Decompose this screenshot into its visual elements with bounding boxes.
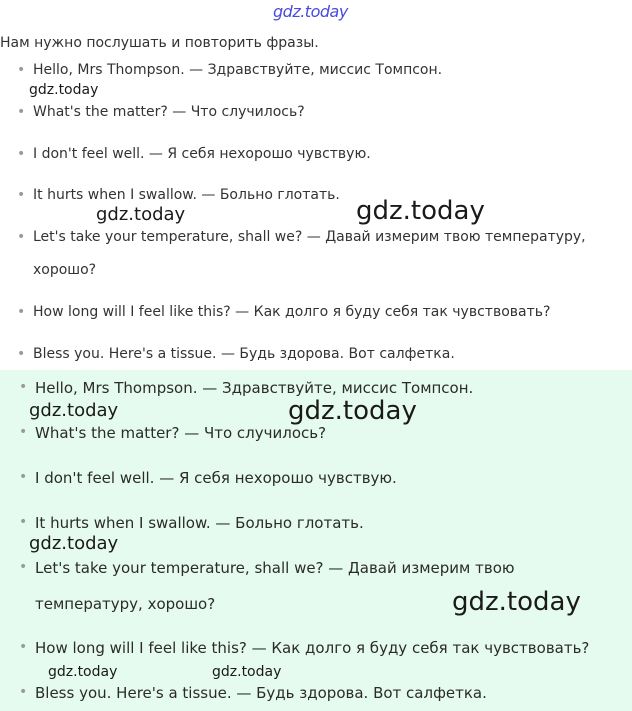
bullet-icon: •	[19, 469, 28, 485]
list-item	[17, 304, 551, 320]
watermark: gdz.today	[29, 400, 119, 421]
list-item	[19, 379, 474, 397]
bullet-icon: •	[19, 424, 28, 440]
list-item	[17, 62, 443, 78]
bullet-icon: •	[19, 639, 28, 655]
bullet-icon: •	[17, 229, 26, 245]
phrase-text: хорошо?	[33, 262, 97, 278]
list-item	[19, 469, 397, 487]
list-item	[17, 229, 586, 245]
phrase-text: I don't feel well. — Я себя нехорошо чувствую.	[33, 146, 371, 162]
list-item	[19, 424, 327, 442]
phrase-text: Hello, Mrs Thompson. — Здравствуйте, миссис Томпсон.	[35, 379, 474, 397]
phrase-text: Let's take your temperature, shall we? — Давай измерим твою температуру,	[33, 229, 586, 245]
phrase-text: Bless you. Here's a tissue. — Будь здорова. Вот салфетка.	[33, 346, 455, 362]
list-item	[17, 104, 305, 120]
list-item-continuation	[35, 595, 215, 613]
phrase-text: Bless you. Here's a tissue. — Будь здорова. Вот салфетка.	[35, 684, 487, 702]
watermark-top: gdz.today	[273, 2, 348, 21]
bullet-icon: •	[19, 379, 28, 395]
list-item-continuation	[33, 262, 96, 278]
phrase-text: What's the matter? — Что случилось?	[33, 104, 305, 120]
watermark: gdz.today	[356, 196, 485, 226]
phrase-text: Hello, Mrs Thompson. — Здравствуйте, миссис Томпсон.	[33, 62, 443, 78]
watermark: gdz.today	[452, 587, 581, 617]
phrase-text: Let's take your temperature, shall we? — Давай измерим твою	[35, 559, 515, 577]
list-item	[19, 684, 487, 702]
intro-text: Нам нужно послушать и повторить фразы.	[0, 35, 319, 51]
bullet-icon: •	[19, 559, 28, 575]
bullet-icon: •	[19, 684, 28, 700]
list-item	[17, 346, 455, 362]
answer-block	[0, 370, 632, 711]
watermark: gdz.today	[29, 82, 99, 98]
phrase-text: It hurts when I swallow. — Больно глотать.	[35, 514, 364, 532]
watermark: gdz.today	[212, 664, 282, 680]
watermark: gdz.today	[48, 664, 118, 680]
bullet-icon: •	[17, 346, 26, 362]
bullet-icon: •	[17, 187, 26, 203]
phrase-text: температуру, хорошо?	[35, 595, 216, 613]
list-item	[19, 514, 364, 532]
watermark: gdz.today	[96, 204, 186, 225]
list-item	[19, 559, 515, 577]
bullet-icon: •	[17, 62, 26, 78]
phrase-text: How long will I feel like this? — Как долго я буду себя так чувствовать?	[33, 304, 551, 320]
phrase-text: What's the matter? — Что случилось?	[35, 424, 327, 442]
phrase-text: How long will I feel like this? — Как долго я буду себя так чувствовать?	[35, 639, 590, 657]
watermark: gdz.today	[288, 396, 417, 426]
list-item	[19, 639, 590, 657]
bullet-icon: •	[17, 304, 26, 320]
phrase-text: It hurts when I swallow. — Больно глотать.	[33, 187, 340, 203]
bullet-icon: •	[17, 146, 26, 162]
watermark: gdz.today	[29, 533, 119, 554]
list-item	[17, 146, 371, 162]
phrase-text: I don't feel well. — Я себя нехорошо чувствую.	[35, 469, 397, 487]
bullet-icon: •	[19, 514, 28, 530]
list-item	[17, 187, 340, 203]
bullet-icon: •	[17, 104, 26, 120]
